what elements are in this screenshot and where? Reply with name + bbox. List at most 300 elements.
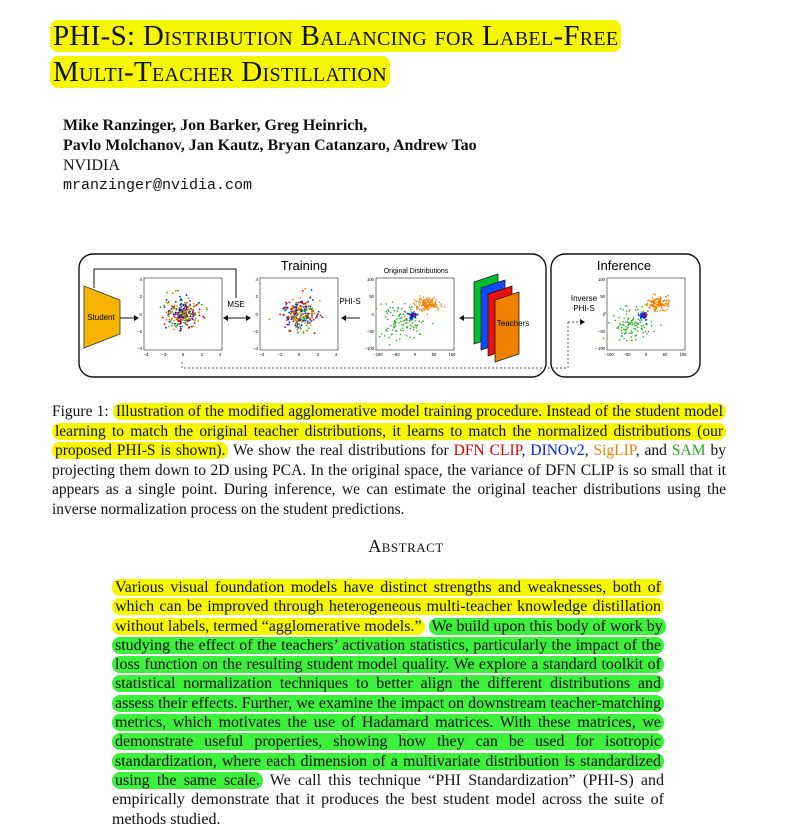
scatter-point — [309, 322, 311, 324]
plot4-y-ticks — [596, 277, 606, 351]
scatter-point — [180, 326, 182, 328]
scatter-point — [168, 311, 170, 313]
scatter-point — [666, 303, 668, 305]
scatter-point — [171, 308, 173, 310]
tick: 0 — [644, 352, 648, 357]
scatter-point — [656, 303, 658, 305]
tick: 4 — [139, 277, 142, 282]
scatter-point — [171, 325, 173, 327]
tick: 0 — [181, 352, 185, 357]
scatter-point — [650, 301, 652, 303]
scatter-point — [206, 307, 208, 309]
scatter-point — [166, 312, 168, 314]
scatter-point — [172, 306, 174, 308]
scatter-point — [163, 305, 165, 307]
tick: 50 — [662, 352, 668, 357]
scatter-point — [184, 311, 186, 313]
scatter-point — [647, 303, 649, 305]
scatter-point — [168, 301, 170, 303]
scatter-point — [425, 302, 427, 304]
scatter-point — [198, 302, 200, 304]
scatter-point — [640, 322, 642, 324]
arrowhead — [246, 315, 251, 321]
scatter-point — [404, 303, 406, 305]
scatter-point — [640, 311, 642, 313]
scatter-point — [181, 309, 183, 311]
scatter-point — [180, 328, 182, 330]
tick: 2 — [139, 294, 142, 299]
scatter-point — [176, 308, 178, 310]
scatter-point — [169, 312, 171, 314]
tick: 50 — [600, 294, 605, 299]
scatter-point — [618, 327, 620, 329]
scatter-point — [615, 320, 617, 322]
scatter-point — [422, 310, 424, 312]
scatter-point — [185, 323, 187, 325]
scatter-point — [380, 303, 382, 305]
scatter-point — [419, 302, 421, 304]
scatter-point — [631, 330, 633, 332]
scatter-point — [198, 311, 200, 313]
scatter-point — [387, 319, 389, 321]
plot1-y-ticks — [137, 277, 143, 351]
scatter-point — [307, 330, 309, 332]
scatter-point — [639, 320, 641, 322]
scatter-point — [616, 327, 618, 329]
tick: −2 — [161, 352, 167, 357]
scatter-point — [181, 300, 183, 302]
scatter-point — [173, 316, 175, 318]
scatter-point — [413, 337, 415, 339]
scatter-point — [311, 315, 313, 317]
scatter-point — [384, 335, 386, 337]
scatter-point — [661, 303, 663, 305]
authors-line-2: Pavlo Molchanov, Jan Kautz, Bryan Catanzaro, Andrew Tao — [63, 137, 477, 154]
scatter-point — [310, 306, 312, 308]
scatter-point — [437, 308, 439, 310]
scatter-point — [282, 308, 284, 310]
scatter-point — [287, 307, 289, 309]
scatter-point — [423, 301, 425, 303]
scatter-point — [310, 324, 312, 326]
title-line-2: Multi-Teacher Distillation — [50, 56, 390, 88]
legend-dfn-clip: DFN CLIP — [453, 442, 522, 459]
scatter-point — [663, 304, 665, 306]
scatter-point — [426, 297, 428, 299]
student-label: Student — [87, 313, 115, 322]
scatter-point — [661, 307, 663, 309]
tick: 0 — [139, 312, 142, 317]
scatter-point — [621, 327, 623, 329]
scatter-point — [182, 311, 184, 313]
scatter-point — [425, 299, 427, 301]
scatter-point — [192, 313, 194, 315]
scatter-point — [178, 314, 180, 316]
scatter-point — [285, 302, 287, 304]
title-line-1: PHI-S: Distribution Balancing for Label-Free — [50, 20, 621, 52]
scatter-point — [410, 311, 412, 313]
scatter-point — [414, 304, 416, 306]
scatter-point — [645, 324, 647, 326]
caption-prefix: Figure 1: — [52, 403, 109, 420]
scatter-point — [172, 311, 174, 313]
scatter-point — [650, 304, 652, 306]
scatter-point — [651, 325, 653, 327]
scatter-point — [180, 304, 182, 306]
scatter-point — [625, 305, 627, 307]
scatter-point — [404, 316, 406, 318]
scatter-point — [166, 299, 168, 301]
scatter-point — [429, 304, 431, 306]
scatter-point — [410, 325, 412, 327]
caption-text: We show the real distributions for — [228, 442, 454, 459]
figure-caption — [52, 402, 726, 519]
scatter-point — [183, 322, 185, 324]
scatter-point — [431, 303, 433, 305]
tick: −50 — [623, 352, 631, 357]
scatter-point — [303, 332, 305, 334]
scatter-point — [173, 306, 175, 308]
scatter-point — [299, 323, 301, 325]
scatter-point — [170, 319, 172, 321]
tick: −2 — [252, 329, 258, 334]
scatter-point — [642, 336, 644, 338]
scatter-point — [187, 315, 189, 317]
scatter-point — [179, 296, 181, 298]
scatter-point — [178, 312, 180, 314]
scatter-point — [297, 323, 299, 325]
scatter-point — [300, 309, 302, 311]
scatter-point — [627, 327, 629, 329]
scatter-point — [409, 328, 411, 330]
scatter-point — [635, 321, 637, 323]
scatter-point — [185, 304, 187, 306]
scatter-point — [181, 314, 183, 316]
tick: −100 — [373, 352, 383, 357]
tick: −100 — [595, 346, 605, 351]
scatter-point — [437, 306, 439, 308]
scatter-point — [641, 319, 643, 321]
scatter-point — [635, 335, 637, 337]
scatter-point — [437, 310, 439, 312]
scatter-point — [314, 332, 316, 334]
abstract-highlight-yellow: Various visual foundation models have distinct strengths and weaknesses, both of which can be improved through heterogeneous multi-teacher knowledge distillation without labels, termed “agglomerative models.” — [112, 579, 664, 635]
scatter-point — [412, 322, 414, 324]
scatter-point — [179, 309, 181, 311]
caption-sep: , — [584, 442, 594, 459]
scatter-point — [391, 334, 393, 336]
scatter-point — [296, 329, 298, 331]
scatter-point — [181, 306, 183, 308]
arrowhead — [134, 315, 139, 321]
scatter-point — [160, 306, 162, 308]
scatter-point — [421, 300, 423, 302]
arrowhead — [459, 315, 464, 321]
scatter-point — [644, 314, 647, 317]
scatter-point — [306, 313, 308, 315]
scatter-point — [419, 295, 421, 297]
scatter-point — [310, 296, 312, 298]
scatter-point — [428, 307, 430, 309]
scatter-point — [637, 327, 639, 329]
scatter-point — [181, 326, 183, 328]
scatter-point — [642, 332, 644, 334]
scatter-point — [421, 322, 423, 324]
scatter-point — [646, 333, 648, 335]
tick: −4 — [136, 346, 142, 351]
scatter-point — [175, 301, 177, 303]
tick: −100 — [364, 346, 374, 351]
scatter-point — [194, 320, 196, 322]
scatter-point — [429, 302, 431, 304]
scatter-point — [419, 321, 421, 323]
scatter-point — [189, 318, 191, 320]
scatter-point — [295, 319, 297, 321]
author-email[interactable]: mranzinger@nvidia.com — [63, 177, 253, 194]
scatter-point — [188, 327, 190, 329]
scatter-point — [168, 319, 170, 321]
scatter-point — [189, 304, 191, 306]
scatter-point — [182, 319, 184, 321]
scatter-point — [628, 324, 630, 326]
scatter-point — [301, 321, 303, 323]
scatter-point — [659, 310, 661, 312]
tick: 100 — [679, 352, 687, 357]
scatter-point — [390, 307, 392, 309]
legend-siglip: SigLIP — [593, 442, 636, 459]
scatter-point — [427, 310, 429, 312]
scatter-point — [625, 331, 627, 333]
scatter-point — [660, 302, 662, 304]
scatter-point — [171, 322, 173, 324]
scatter-point — [414, 324, 416, 326]
scatter-point — [402, 327, 404, 329]
scatter-point — [401, 324, 403, 326]
scatter-point — [405, 311, 407, 313]
scatter-point — [626, 310, 628, 312]
scatter-point — [416, 309, 418, 311]
scatter-point — [303, 310, 305, 312]
scatter-point — [423, 307, 425, 309]
scatter-point — [195, 317, 197, 319]
scatter-point — [628, 317, 630, 319]
scatter-point — [296, 309, 298, 311]
scatter-point — [413, 329, 415, 331]
scatter-point — [188, 297, 190, 299]
scatter-point — [381, 333, 383, 335]
scatter-point — [179, 307, 181, 309]
scatter-point — [401, 317, 403, 319]
scatter-point — [648, 331, 650, 333]
scatter-point — [654, 301, 656, 303]
scatter-point — [619, 339, 621, 341]
scatter-point — [386, 330, 388, 332]
scatter-point — [669, 300, 671, 302]
scatter-point — [654, 306, 656, 308]
scatter-point — [644, 304, 646, 306]
tick: 2 — [200, 352, 204, 357]
scatter-point — [395, 325, 397, 327]
scatter-point — [186, 302, 188, 304]
scatter-point — [421, 304, 423, 306]
scatter-point — [619, 323, 621, 325]
scatter-point — [399, 338, 401, 340]
scatter-point — [625, 321, 627, 323]
scatter-point — [636, 325, 638, 327]
scatter-point — [284, 309, 286, 311]
scatter-point — [299, 312, 301, 314]
scatter-point — [440, 303, 442, 305]
scatter-point — [441, 305, 443, 307]
scatter-point — [192, 318, 194, 320]
scatter-point — [392, 329, 394, 331]
scatter-point — [621, 335, 623, 337]
scatter-point — [405, 322, 407, 324]
plot-normalized-teachers — [260, 278, 338, 350]
scatter-point — [430, 302, 432, 304]
scatter-point — [662, 301, 664, 303]
plot3-x-ticks — [373, 352, 456, 357]
scatter-point — [656, 308, 658, 310]
tick: 0 — [255, 312, 258, 317]
scatter-point — [290, 330, 292, 332]
scatter-point — [288, 324, 290, 326]
scatter-point — [652, 306, 654, 308]
scatter-point — [300, 305, 302, 307]
plot4-x-ticks — [604, 352, 687, 357]
scatter-point — [166, 319, 168, 321]
tick: −2 — [136, 329, 142, 334]
scatter-point — [419, 304, 421, 306]
tick: 4 — [218, 352, 222, 357]
scatter-point — [416, 330, 418, 332]
scatter-point — [295, 316, 297, 318]
scatter-point — [618, 326, 620, 328]
arrowhead — [580, 319, 585, 325]
scatter-point — [394, 310, 396, 312]
caption-sep: , and — [635, 442, 672, 459]
tick: 50 — [431, 352, 437, 357]
scatter-point — [285, 306, 287, 308]
tick: 4 — [334, 352, 338, 357]
scatter-point — [654, 294, 656, 296]
scatter-point — [199, 314, 201, 316]
author-block — [63, 116, 663, 196]
scatter-point — [400, 329, 402, 331]
plot3-y-ticks — [365, 277, 375, 351]
scatter-point — [179, 330, 181, 332]
scatter-point — [407, 327, 409, 329]
scatter-point — [165, 327, 167, 329]
scatter-point — [649, 307, 651, 309]
scatter-point — [637, 323, 639, 325]
scatter-point — [193, 303, 195, 305]
inverse-phis-label-1: Inverse — [570, 294, 598, 303]
scatter-point — [620, 324, 622, 326]
scatter-point — [666, 309, 668, 311]
training-label: Training — [280, 258, 328, 273]
scatter-point — [396, 339, 398, 341]
scatter-point — [409, 307, 411, 309]
scatter-point — [192, 316, 194, 318]
scatter-point — [407, 313, 409, 315]
scatter-point — [192, 309, 194, 311]
scatter-point — [184, 316, 186, 318]
scatter-point — [414, 320, 416, 322]
tick: 4 — [255, 277, 258, 282]
scatter-point — [416, 306, 418, 308]
scatter-point — [420, 334, 422, 336]
scatter-point — [667, 304, 669, 306]
tick: −4 — [252, 346, 258, 351]
scatter-point — [444, 306, 446, 308]
scatter-point — [317, 313, 319, 315]
scatter-point — [631, 324, 633, 326]
scatter-point — [182, 316, 184, 318]
scatter-point — [297, 303, 299, 305]
scatter-point — [665, 300, 667, 302]
mse-label: MSE — [227, 300, 245, 309]
scatter-point — [653, 299, 655, 301]
scatter-point — [620, 308, 622, 310]
scatter-point — [638, 314, 640, 316]
scatter-point — [665, 296, 667, 298]
scatter-point — [628, 333, 630, 335]
scatter-point — [313, 319, 315, 321]
scatter-point — [400, 321, 402, 323]
scatter-point — [633, 317, 635, 319]
scatter-point — [291, 318, 293, 320]
scatter-point — [289, 302, 291, 304]
scatter-point — [668, 302, 670, 304]
scatter-point — [392, 315, 394, 317]
scatter-point — [647, 310, 649, 312]
scatter-point — [187, 319, 189, 321]
scatter-point — [654, 310, 656, 312]
scatter-point — [635, 339, 637, 341]
scatter-point — [179, 316, 181, 318]
paper-title — [50, 18, 770, 90]
scatter-point — [630, 332, 632, 334]
scatter-point — [654, 308, 656, 310]
scatter-point — [306, 325, 308, 327]
scatter-point — [652, 297, 654, 299]
scatter-point — [295, 323, 297, 325]
scatter-point — [660, 325, 662, 327]
plot1-x-ticks — [143, 352, 221, 357]
scatter-point — [634, 323, 636, 325]
scatter-point — [658, 299, 660, 301]
scatter-point — [624, 333, 626, 335]
tick: 0 — [297, 352, 301, 357]
scatter-point — [269, 318, 271, 320]
tick: −50 — [392, 352, 400, 357]
scatter-point — [318, 311, 320, 313]
scatter-point — [643, 311, 645, 313]
scatter-point — [626, 314, 628, 316]
figure-1 — [78, 252, 702, 380]
scatter-point — [636, 306, 638, 308]
scatter-point — [386, 311, 388, 313]
scatter-point — [428, 297, 430, 299]
scatter-point — [390, 312, 392, 314]
scatter-point — [184, 320, 186, 322]
scatter-point — [180, 311, 182, 313]
scatter-point — [638, 312, 640, 314]
scatter-point — [626, 340, 628, 342]
scatter-point — [668, 306, 670, 308]
scatter-point — [415, 300, 417, 302]
